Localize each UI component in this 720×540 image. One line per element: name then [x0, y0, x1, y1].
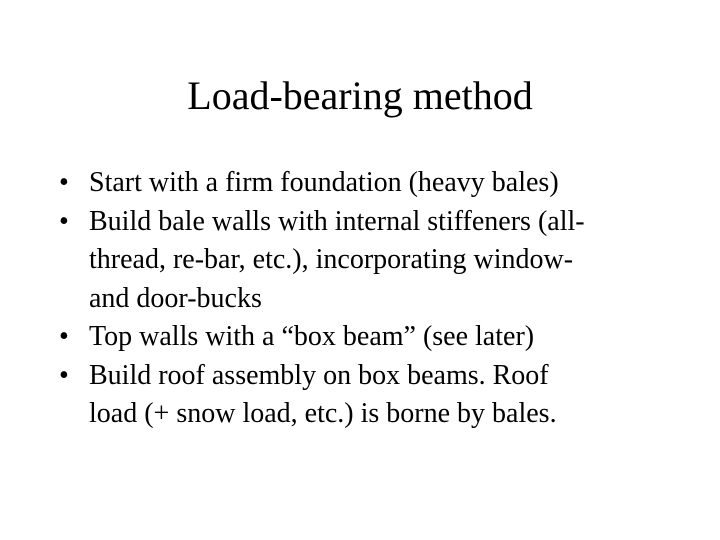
bullet-dot-icon: • — [59, 205, 69, 237]
bullet-item — [59, 203, 679, 319]
bullet-text: load (+ snow load, etc.) is borne by bales. — [89, 398, 557, 429]
bullet-item — [59, 357, 679, 434]
bullet-text: Build bale walls with internal stiffeners (all- — [89, 205, 585, 237]
bullet-text: and door-bucks — [89, 282, 262, 314]
bullet-dot-icon: • — [59, 359, 69, 391]
bullet-text: thread, re-bar, etc.), incorporating window- — [89, 244, 574, 275]
bullet-item — [59, 318, 679, 357]
bullet-text: Top walls with a “box beam” (see later) — [89, 321, 535, 352]
slide-title: Load-bearing method — [187, 73, 533, 118]
bullet-item — [59, 164, 679, 203]
bullet-list — [59, 164, 679, 434]
bullet-text: Build roof assembly on box beams. Roof — [89, 359, 549, 391]
bullet-dot-icon: • — [59, 167, 69, 198]
bullet-dot-icon: • — [59, 321, 69, 352]
bullet-text: Start with a firm foundation (heavy bales) — [89, 167, 559, 198]
